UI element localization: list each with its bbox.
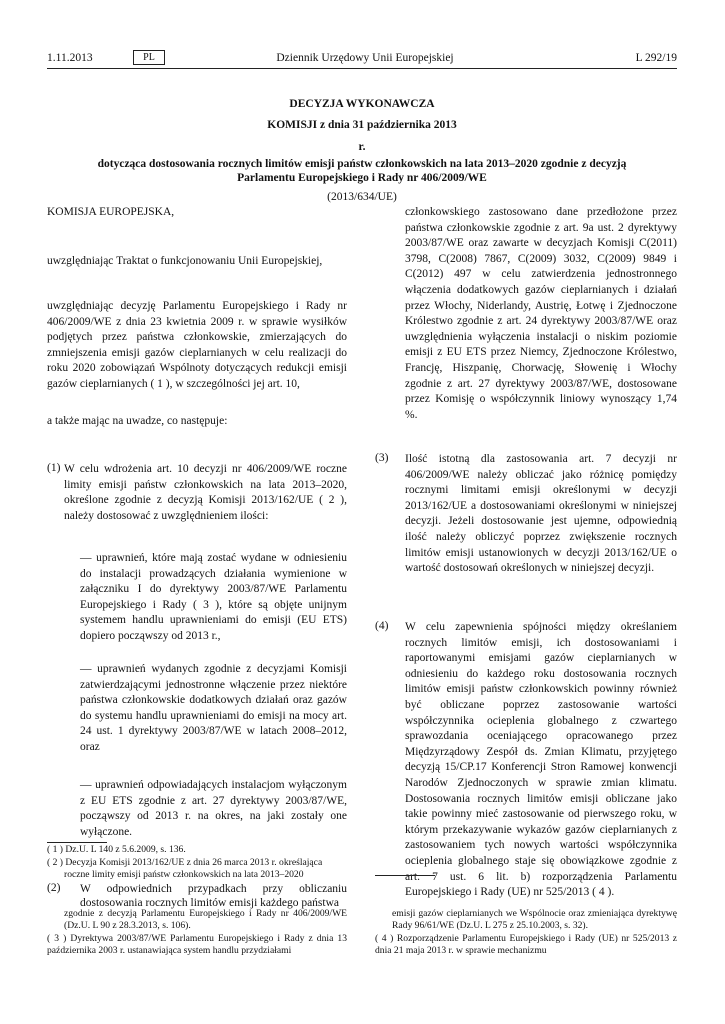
commission-label: KOMISJA EUROPEJSKA, — [47, 206, 175, 218]
dash-item-1: — uprawnień, które mają zostać wydane w odniesieniu do instalacji prowadzących działania wymienione w załączniku I do dyrektywy 2003/87/WE Parlamentu Europejskiego i Rady ( 3 ), które są objęte unijnym systemem handlu uprawnieniami do emisji (EU ETS) dopiero począwszy od 2013 r., — [80, 552, 347, 642]
item-1-text: W celu wdrożenia art. 10 decyzji nr 406/2009/WE roczne limity emisji państw członkowskich na lata 2013–2020, określone zgodnie z decyzją Komisji 2013/162/UE ( 2 ), należy dostosować z uwzględnieniem ilości: — [64, 463, 347, 522]
item-number-4: (4) — [375, 620, 389, 632]
item-number-2: (2) — [47, 882, 61, 894]
decision-title: DECYZJA WYKONAWCZA — [289, 98, 435, 110]
page-reference: L 292/19 — [635, 52, 677, 64]
footnote-2-line2: roczne limity emisji państw członkowskich na lata 2013–2020 — [64, 869, 304, 880]
footnote-3-continued: emisji gazów cieplarnianych we Wspólnocie oraz zmieniająca dyrektywę Rady 96/61/WE (Dz.U. L 275 z 25.10.2003, s. 32). — [392, 908, 677, 932]
item-2-text: W odpowiednich przypadkach przy obliczaniu dostosowania rocznych limitów emisji każdego państwa — [80, 883, 347, 909]
footnote-1: ( 1 ) Dz.U. L 140 z 5.6.2009, s. 136. — [47, 844, 186, 855]
recital-treaty: uwzględniając Traktat o funkcjonowaniu Unii Europejskiej, — [47, 255, 323, 267]
footnote-3: ( 3 ) Dyrektywa 2003/87/WE Parlamentu Europejskiego i Rady z dnia 13 października 2003 r. ustanawiająca system handlu przydziałami — [47, 933, 347, 957]
recital-decision: uwzględniając decyzję Parlamentu Europejskiego i Rady nr 406/2009/WE z dnia 23 kwietnia 2009 r. w sprawie wysiłków podjętych przez państwa członkowskie, zmierzających do zmniejszenia emisji gazów cieplarnianych w celu realizacji do roku 2020 zobowiązań Wspólnoty dotyczących redukcji emisji gazów cieplarnianych ( 1 ), w szczególności jej art. 10, — [47, 300, 347, 390]
dash-item-3: — uprawnień odpowiadających instalacjom wyłączonym z EU ETS zgodnie z art. 27 dyrektywy 2003/87/WE, począwszy od 2013 r. na okres, na jaki zostały one wyłączone. — [80, 779, 347, 838]
journal-name: Dziennik Urzędowy Unii Europejskiej — [276, 52, 454, 64]
language-badge: PL — [133, 50, 165, 65]
footnote-2-continued: zgodnie z decyzją Parlamentu Europejskiego i Rady nr 406/2009/WE (Dz.U. L 90 z 28.3.2013, s. 106). — [64, 908, 347, 932]
footnote-rule-right — [375, 875, 435, 876]
footnote-rule-left — [47, 842, 107, 843]
item-2-continued: członkowskiego zastosowano dane przedłożone przez państwa członkowskie zgodnie z art. 9a ust. 2 dyrektywy 2003/87/WE oraz zawarte w decyzjach Komisji C(2011) 3798, C(2008) 7867, C(2009) 3032, C(2009) 9849 i C(2012) 497 w celu zatwierdzenia jednostronnego włączenia dodatkowych gazów cieplarnianych i działań przez Włochy, Niderlandy, Austrię, Łotwę i Zjednoczone Królestwo zgodnie z art. 24 dyrektywy 2003/87/WE oraz uwzględnienia wyłączenia instalacji o niskim poziomie emisji z EU ETS przez Niemcy, Zjednoczone Królestwo, Francję, Hiszpanię, Chorwację, Słowenię i Włochy zgodnie z art. 27 dyrektywy 2003/87/WE, dostosowane przez Komisję o współczynnik liniowy wynoszący 1,74 %. — [405, 206, 677, 421]
item-number-3: (3) — [375, 452, 389, 464]
header-date: 1.11.2013 — [47, 52, 93, 64]
item-number-1: (1) — [47, 462, 61, 474]
decision-issuer: KOMISJI z dnia 31 października 2013 — [267, 119, 457, 131]
decision-year-suffix: r. — [358, 141, 366, 153]
dash-item-2: — uprawnień wydanych zgodnie z decyzjami Komisji zatwierdzającymi jednostronne włączenie przez niektóre państwa członkowskie dodatkowych działań oraz gazów do systemu handlu uprawnieniami do emisji na mocy art. 24 ust. 1 dyrektywy 2003/87/WE w latach 2008–2012, oraz — [80, 663, 347, 753]
decision-reference: (2013/634/UE) — [327, 191, 397, 203]
decision-subject-line1: dotycząca dostosowania rocznych limitów emisji państw członkowskich na lata 2013–2020 zgodnie z decyzją — [97, 158, 627, 170]
decision-subject-line2: Parlamentu Europejskiego i Rady nr 406/2009/WE — [237, 172, 487, 184]
footnote-2-line1: ( 2 ) Decyzja Komisji 2013/162/UE z dnia 26 marca 2013 r. określająca — [47, 857, 323, 868]
item-4-text: W celu zapewnienia spójności między określaniem rocznych limitów emisji, ich dostosowaniami i raportowanymi emisjami gazów cieplarnianych w odniesieniu do każdego roku dostosowania rocznych limitów emisji państw członkowskich powinny również być obliczane poprzez zastosowanie wartości współczynnika ocieplenia globalnego z czwartego sprawozdania oceniającego opracowanego przez Międzyrządowy Zespół ds. Zmian Klimatu, przyjętego decyzją 15/CP.17 Konferencji Stron Ramowej konwencji Narodów Zjednoczonych w sprawie zmian klimatu. Dostosowania rocznych limitów emisji obliczane jako takie powinny mieć zastosowanie od pierwszego roku, w którym przekazywanie wykazów gazów cieplarnianych z zastosowaniem tych nowych wartości współczynnika ocieplenia globalnego staje się obowiązkowe zgodnie z art. 7 ust. 6 lit. b) rozporządzenia Parlamentu Europejskiego i Rady (UE) nr 525/2013 ( 4 ). — [405, 621, 677, 899]
item-3-text: Ilość istotną dla zastosowania art. 7 decyzji nr 406/2009/WE należy obliczać jako różnicę pomiędzy rocznymi limitami emisji określonymi w decyzji 2013/162/UE a dostosowaniami określonymi w niniejszej decyzji. Jeżeli dostosowanie jest ujemne, odpowiednią ilość należy obliczyć poprzez zwiększenie rocznych limitów emisji ustanowionych w decyzji 2013/162/UE o wartość dostosowań określonych w niniejszej decyzji. — [405, 453, 677, 575]
header-rule — [47, 68, 677, 69]
footnote-4: ( 4 ) Rozporządzenie Parlamentu Europejskiego i Rady (UE) nr 525/2013 z dnia 21 maja 2013 r. w sprawie mechanizmu — [375, 933, 677, 957]
whereas-clause: a także mając na uwadze, co następuje: — [47, 415, 228, 427]
